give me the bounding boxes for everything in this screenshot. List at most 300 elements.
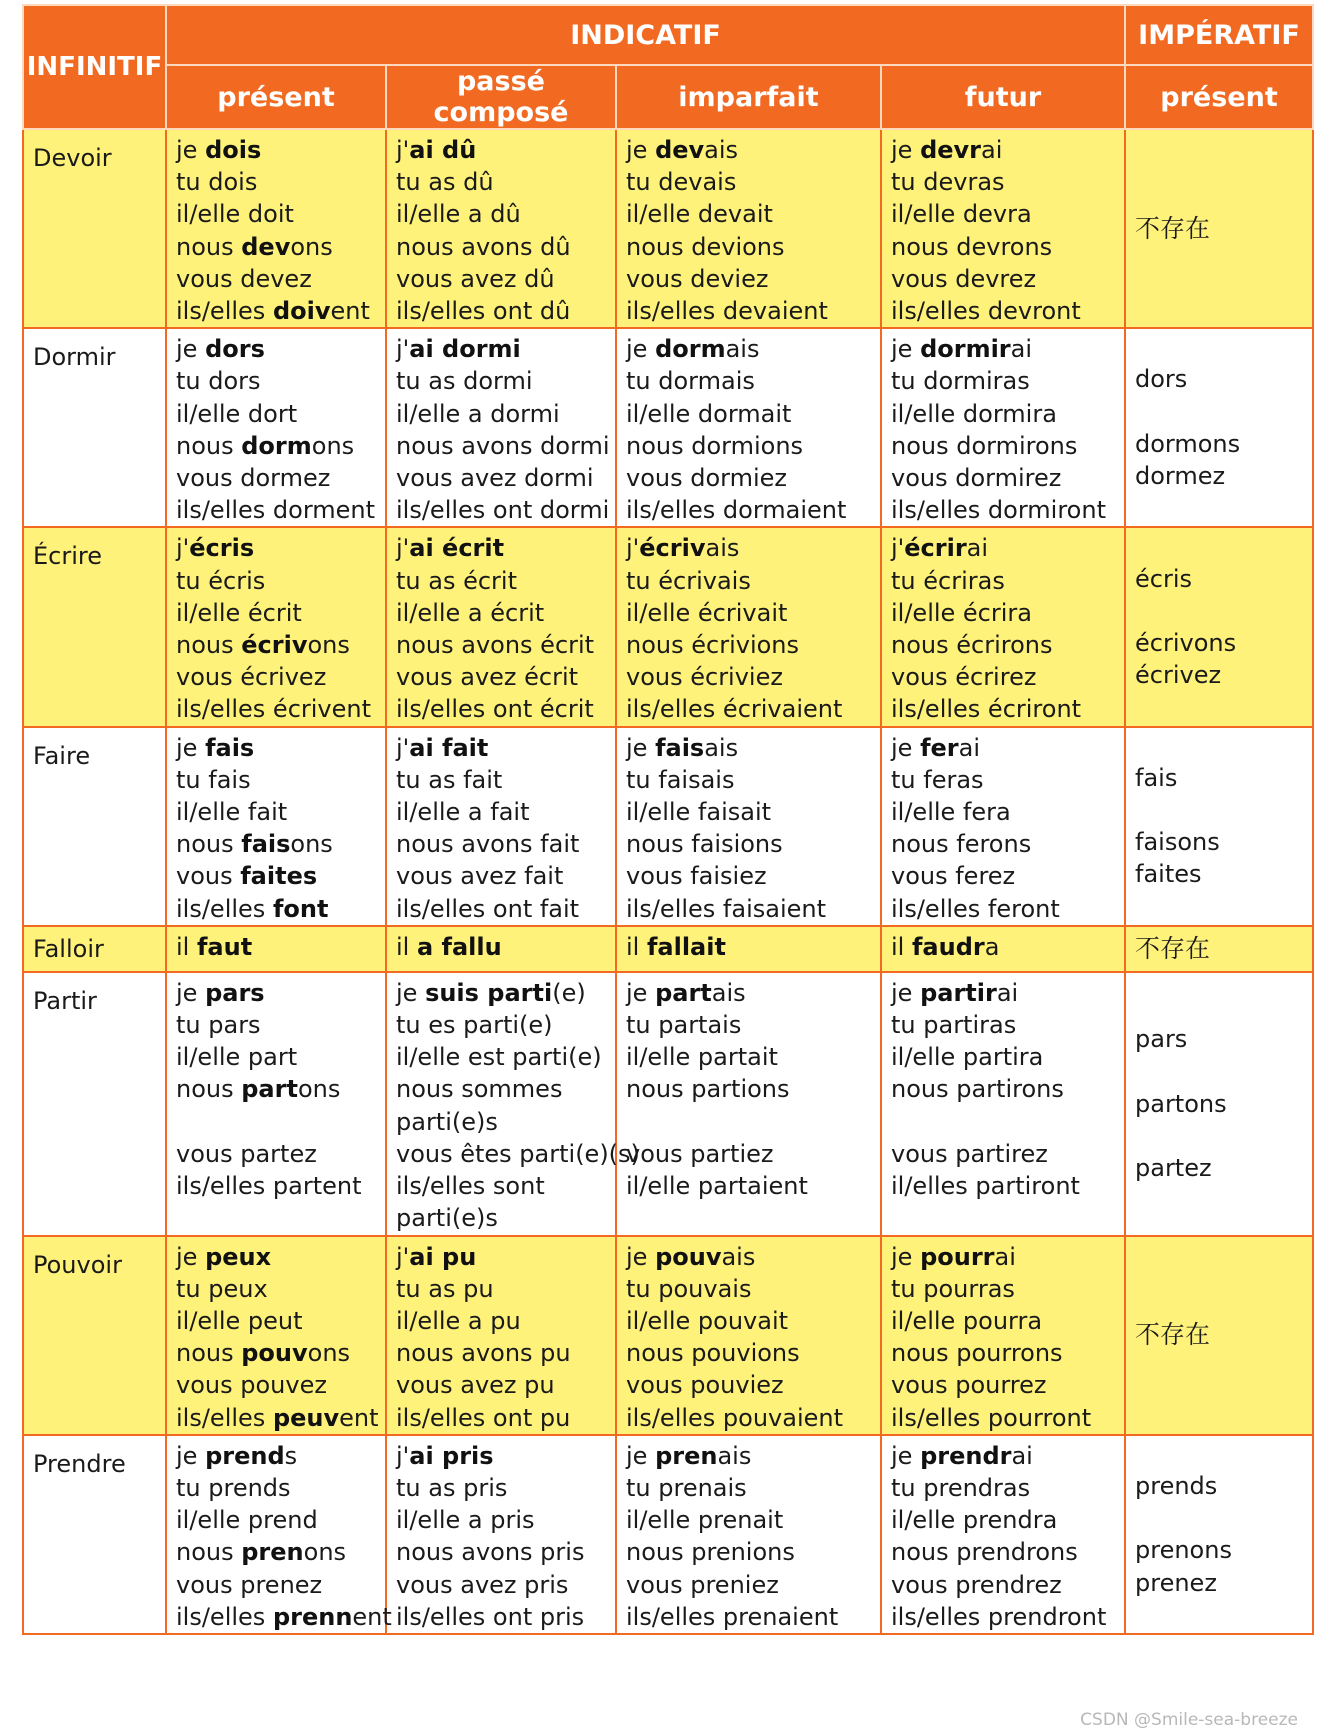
futur-cell xyxy=(881,1435,1125,1634)
form-text: ils/elles écriront xyxy=(891,695,1082,724)
form-text: il xyxy=(176,932,197,961)
conjugation-line xyxy=(176,597,385,629)
form-text: ent xyxy=(352,1602,392,1631)
form-text: vous avez pris xyxy=(396,1570,569,1599)
imperatif-cell xyxy=(1125,1236,1313,1435)
form-text: tu dormiras xyxy=(891,367,1030,396)
header-present: présent xyxy=(166,65,386,129)
form-text: nous avons écrit xyxy=(396,631,595,660)
conjugation-line xyxy=(176,565,385,597)
passe-compose-cell xyxy=(386,972,640,1236)
imperatif-form: faisons xyxy=(1135,828,1220,857)
stem-bold: dev xyxy=(655,136,705,164)
form-text: tu peux xyxy=(176,1274,268,1303)
conjugation-line xyxy=(176,398,385,430)
conjugation-line xyxy=(176,365,385,397)
form-text: ils/elles dormiront xyxy=(891,496,1106,525)
conjugation-line xyxy=(176,231,385,263)
form-text: tu prendras xyxy=(891,1473,1031,1502)
conjugation-line xyxy=(396,764,615,796)
form-text: vous avez dû xyxy=(396,264,555,293)
conjugation-line xyxy=(176,629,385,661)
imperatif-absent: 不存在 xyxy=(1135,213,1211,243)
form-text: vous partez xyxy=(176,1139,317,1168)
conjugation-line xyxy=(626,1472,880,1504)
form-text: il/elle partait xyxy=(626,1043,778,1072)
form-text: il/elle partira xyxy=(891,1043,1044,1072)
form-text: tu partais xyxy=(626,1011,742,1040)
stem-bold: partir xyxy=(920,978,997,1007)
imperatif-form: écrivez xyxy=(1135,661,1222,690)
futur-cell xyxy=(881,926,1125,972)
conjugation-line xyxy=(176,1504,385,1536)
form-text: je xyxy=(176,136,206,164)
conjugation-line xyxy=(396,494,615,526)
form-text: ils/elles sont xyxy=(396,1172,545,1201)
header-indicatif: INDICATIF xyxy=(166,5,1125,65)
form-text: tu faisais xyxy=(626,765,735,794)
conjugation-line xyxy=(176,1241,385,1273)
conjugation-line xyxy=(396,693,615,725)
form-text: vous écriviez xyxy=(626,663,783,692)
stem-bold: fais xyxy=(655,733,705,762)
imperatif-form xyxy=(1135,1055,1312,1087)
form-text: ais xyxy=(704,136,739,164)
conjugation-line xyxy=(626,430,880,462)
imperatif-form: dormez xyxy=(1135,462,1226,491)
form-text: il/elle écrira xyxy=(891,598,1032,627)
conjugation-line xyxy=(891,1337,1124,1369)
conjugation-line xyxy=(396,661,615,693)
form-text: ai xyxy=(996,978,1019,1007)
conjugation-line xyxy=(891,977,1124,1009)
form-text: je xyxy=(891,733,921,762)
form-text: j' xyxy=(396,1441,410,1470)
form-text: ils/elles dormaient xyxy=(626,496,847,525)
conjugation-line xyxy=(891,1440,1124,1472)
form-text: (e) xyxy=(552,978,586,1007)
conjugation-line xyxy=(396,931,615,963)
conjugation-line xyxy=(396,166,615,198)
form-text: ai xyxy=(981,136,1003,164)
form-text: tu dors xyxy=(176,367,261,396)
conjugation-line xyxy=(176,1073,385,1105)
form-text: ils/elles pourront xyxy=(891,1403,1092,1432)
conjugation-line xyxy=(891,198,1124,230)
form-text: j' xyxy=(626,534,640,563)
form-text: ils/elles feront xyxy=(891,894,1060,923)
form-text: ils/elles ont fait xyxy=(396,894,580,923)
infinitive-cell: Dormir xyxy=(23,328,166,527)
form-text: nous pourrons xyxy=(891,1339,1063,1368)
form-text: nous ferons xyxy=(891,830,1032,859)
form-text: je xyxy=(891,136,921,164)
stem-bold: écris xyxy=(189,534,255,563)
infinitive-cell: Prendre xyxy=(23,1435,166,1634)
form-text: s xyxy=(284,1441,298,1470)
form-text: vous partirez xyxy=(891,1139,1048,1168)
conjugation-line xyxy=(396,1273,615,1305)
conjugation-line xyxy=(626,1041,880,1073)
form-text: ils/elles xyxy=(176,894,273,923)
passe-compose-cell xyxy=(386,926,616,972)
conjugation-line xyxy=(891,231,1124,263)
stem-bold: prenn xyxy=(272,1602,353,1631)
imparfait-cell xyxy=(616,328,881,527)
conjugation-line xyxy=(396,295,615,327)
conjugation-line xyxy=(396,1241,615,1273)
form-text: il/elle dormait xyxy=(626,399,792,428)
imperatif-form: pars xyxy=(1135,1025,1188,1054)
conjugation-line xyxy=(891,166,1124,198)
watermark-text: CSDN @Smile-sea-breeze xyxy=(1080,1710,1298,1730)
form-text: vous prenez xyxy=(176,1570,323,1599)
conjugation-line xyxy=(626,764,880,796)
conjugation-line xyxy=(176,1569,385,1601)
form-text: je xyxy=(626,335,656,364)
form-text: ils/elles ont dû xyxy=(396,297,571,326)
conjugation-line xyxy=(396,1601,615,1633)
passe-compose-cell xyxy=(386,328,616,527)
present-cell xyxy=(166,972,386,1236)
form-text: ils/elles devront xyxy=(891,297,1081,326)
form-text: tu prends xyxy=(176,1473,291,1502)
header-imperatif: IMPÉRATIF xyxy=(1125,5,1313,65)
conjugation-line xyxy=(626,732,880,764)
stem-bold: pren xyxy=(655,1441,718,1470)
form-text: il/elle prenait xyxy=(626,1506,784,1535)
form-text: nous écrivions xyxy=(626,631,800,660)
stem-bold: pars xyxy=(205,978,265,1007)
conjugation-line xyxy=(891,263,1124,295)
conjugation-line xyxy=(626,597,880,629)
table-body xyxy=(23,129,1313,1634)
imperatif-form: dors xyxy=(1135,365,1188,394)
imperatif-cell xyxy=(1125,1435,1313,1634)
stem-bold: peux xyxy=(205,1242,272,1271)
futur-cell xyxy=(881,129,1125,328)
stem-bold: a fallu xyxy=(416,932,502,961)
imparfait-cell xyxy=(616,1435,881,1634)
conjugation-line xyxy=(396,732,615,764)
conjugation-line xyxy=(396,398,615,430)
form-text: nous dormions xyxy=(626,431,804,460)
form-text: vous partiez xyxy=(626,1139,774,1168)
conjugation-line xyxy=(176,1041,385,1073)
stem-bold: pouv xyxy=(241,1339,308,1368)
form-text: nous xyxy=(176,232,242,261)
conjugation-line xyxy=(626,365,880,397)
stem-bold: ai dormi xyxy=(409,335,521,364)
conjugation-line xyxy=(891,931,1124,963)
conjugation-line xyxy=(176,1273,385,1305)
conjugation-line xyxy=(626,931,880,963)
form-text: il/elle a fait xyxy=(396,798,530,827)
conjugation-line xyxy=(626,629,880,661)
form-text: ons xyxy=(297,1075,341,1104)
form-text: il/elle a dû xyxy=(396,200,521,229)
conjugation-line xyxy=(626,532,880,564)
form-text: j' xyxy=(396,335,410,364)
stem-bold: ai pris xyxy=(409,1441,494,1470)
form-text: tu devras xyxy=(891,168,1005,197)
form-text: nous xyxy=(176,830,242,859)
form-text: nous partions xyxy=(626,1075,790,1104)
form-text: ons xyxy=(290,232,333,261)
form-text: il/elle pouvait xyxy=(626,1306,789,1335)
conjugation-line xyxy=(396,231,615,263)
conjugation-line xyxy=(891,1273,1124,1305)
stem-bold: dorm xyxy=(655,335,726,364)
form-text: vous xyxy=(176,862,241,891)
conjugation-line xyxy=(626,693,880,725)
conjugation-line xyxy=(396,1337,615,1369)
conjugation-line xyxy=(626,1369,880,1401)
form-text: il/elle devra xyxy=(891,200,1032,229)
form-text: je xyxy=(176,1242,206,1271)
form-text: ais xyxy=(704,733,739,762)
stem-bold: devr xyxy=(920,136,981,164)
form-text: je xyxy=(176,978,206,1007)
form-text: ils/elles écrivaient xyxy=(626,695,843,724)
conjugation-line xyxy=(626,1504,880,1536)
imperatif-cell xyxy=(1125,926,1313,972)
form-text: nous avons pris xyxy=(396,1538,585,1567)
form-text: ai xyxy=(1010,335,1033,364)
stem-bold: faites xyxy=(240,862,318,891)
form-text: vous avez pu xyxy=(396,1371,555,1400)
conjugation-line xyxy=(626,166,880,198)
conjugation-line xyxy=(891,893,1124,925)
form-text: tu as dormi xyxy=(396,367,533,396)
form-text: vous ferez xyxy=(891,862,1016,891)
conjugation-line xyxy=(396,198,615,230)
conjugation-line xyxy=(626,1569,880,1601)
form-text: vous devez xyxy=(176,264,312,293)
conjugation-line xyxy=(891,1369,1124,1401)
conjugation-line xyxy=(176,263,385,295)
conjugation-line xyxy=(626,796,880,828)
conjugation-line xyxy=(396,629,615,661)
form-text: tu as fait xyxy=(396,765,503,794)
stem-bold: suis parti xyxy=(425,978,553,1007)
header-passe-compose: passé composé xyxy=(386,65,616,129)
imparfait-cell xyxy=(616,972,881,1236)
conjugation-line xyxy=(176,1536,385,1568)
form-text: ais xyxy=(725,335,760,364)
present-cell xyxy=(166,926,386,972)
conjugation-line xyxy=(626,1273,880,1305)
conjugation-line xyxy=(891,1569,1124,1601)
futur-cell xyxy=(881,727,1125,926)
form-text: il/elle a dormi xyxy=(396,399,560,428)
form-text: tu es parti(e) xyxy=(396,1011,553,1040)
imperatif-form: faites xyxy=(1135,860,1202,889)
conjugation-line xyxy=(396,1504,615,1536)
infinitive-cell: Devoir xyxy=(23,129,166,328)
stem-bold: fallait xyxy=(646,932,726,961)
form-text: nous xyxy=(176,1538,242,1567)
form-text: il/elle prend xyxy=(176,1506,318,1535)
form-text: ils/elles écrivent xyxy=(176,695,372,724)
conjugation-line xyxy=(396,1472,615,1504)
form-text: il/elle doit xyxy=(176,200,294,229)
stem-bold: prendr xyxy=(920,1441,1012,1470)
infinitive-cell: Falloir xyxy=(23,926,166,972)
conjugation-line xyxy=(396,1138,640,1170)
form-text: vous prendrez xyxy=(891,1570,1062,1599)
stem-bold: pren xyxy=(241,1538,304,1567)
conjugation-line xyxy=(176,931,385,963)
form-text: il/elle fera xyxy=(891,798,1011,827)
conjugation-line xyxy=(176,828,385,860)
passe-compose-cell xyxy=(386,129,616,328)
conjugation-line xyxy=(891,629,1124,661)
form-text: ils/elles ont pu xyxy=(396,1403,571,1432)
form-text: il xyxy=(626,932,647,961)
form-text: je xyxy=(891,335,921,364)
form-text: il/elle a écrit xyxy=(396,598,545,627)
conjugation-line xyxy=(176,732,385,764)
conjugation-line xyxy=(396,977,615,1009)
imperatif-form xyxy=(1135,595,1312,627)
imperatif-form: écris xyxy=(1135,564,1192,593)
conjugation-line xyxy=(176,494,385,526)
conjugation-line xyxy=(891,430,1124,462)
conjugation-table xyxy=(22,4,1314,1635)
conjugation-line xyxy=(891,1504,1124,1536)
conjugation-line xyxy=(626,1138,880,1170)
form-text: ils/elles xyxy=(176,1602,273,1631)
form-text: nous dormirons xyxy=(891,431,1078,460)
stem-bold: part xyxy=(655,978,712,1007)
form-text: j' xyxy=(176,534,190,563)
verb-row xyxy=(23,328,1313,527)
form-text: ils/elles xyxy=(176,297,273,326)
conjugation-line xyxy=(396,462,615,494)
conjugation-line xyxy=(626,1305,880,1337)
conjugation-line xyxy=(626,565,880,597)
conjugation-line xyxy=(626,1241,880,1273)
conjugation-line xyxy=(626,398,880,430)
form-text: a xyxy=(984,932,1000,961)
conjugation-line xyxy=(891,1536,1124,1568)
passe-compose-cell xyxy=(386,727,616,926)
conjugation-line xyxy=(891,1241,1124,1273)
conjugation-line xyxy=(176,1170,385,1202)
conjugation-line xyxy=(176,532,385,564)
form-text: ils/elles prenaient xyxy=(626,1602,839,1631)
form-text: il xyxy=(891,932,912,961)
infinitive-cell: Pouvoir xyxy=(23,1236,166,1435)
conjugation-line xyxy=(396,365,615,397)
form-text: je xyxy=(626,1242,656,1271)
stem-bold: ai fait xyxy=(409,733,489,762)
form-text: vous avez fait xyxy=(396,862,564,891)
form-text: tu as écrit xyxy=(396,566,517,595)
conjugation-line xyxy=(626,462,880,494)
form-text: tu partiras xyxy=(891,1011,1017,1040)
form-text: vous pourrez xyxy=(891,1371,1047,1400)
conjugation-line xyxy=(891,532,1124,564)
conjugation-line xyxy=(176,661,385,693)
imperatif-form xyxy=(1135,1502,1312,1534)
present-cell xyxy=(166,1435,392,1634)
form-text: ais xyxy=(717,1441,752,1470)
form-text: il xyxy=(396,932,417,961)
form-text: je xyxy=(626,1441,656,1470)
imperatif-form: fais xyxy=(1135,763,1178,792)
form-text: nous partirons xyxy=(891,1075,1064,1104)
form-text: nous avons dû xyxy=(396,232,571,261)
conjugation-line xyxy=(891,764,1124,796)
imparfait-cell xyxy=(616,926,881,972)
form-text: je xyxy=(176,1441,206,1470)
conjugation-line xyxy=(396,1569,615,1601)
header-imparfait: imparfait xyxy=(616,65,881,129)
form-text: je xyxy=(176,733,206,762)
futur-cell xyxy=(881,527,1125,726)
form-text: ils/elles partent xyxy=(176,1172,362,1201)
conjugation-line xyxy=(626,1440,880,1472)
conjugation-line xyxy=(396,1369,615,1401)
form-text: ils/elles ont écrit xyxy=(396,695,594,724)
form-text: vous preniez xyxy=(626,1570,779,1599)
conjugation-line xyxy=(626,1106,880,1138)
header-futur: futur xyxy=(881,65,1125,129)
conjugation-line xyxy=(626,494,880,526)
conjugation-line xyxy=(396,893,615,925)
header-row-moods xyxy=(23,5,1313,65)
conjugation-line xyxy=(396,1009,615,1041)
form-text: je xyxy=(176,335,206,364)
form-text: vous faisiez xyxy=(626,862,767,891)
form-text: ai xyxy=(994,1242,1016,1271)
conjugation-line xyxy=(176,1337,385,1369)
stem-bold: ai écrit xyxy=(409,534,505,563)
form-text: nous devions xyxy=(626,232,785,261)
stem-bold: dev xyxy=(241,232,291,261)
form-text: il/elle a pu xyxy=(396,1306,521,1335)
conjugation-line xyxy=(176,1106,385,1138)
stem-bold: dormir xyxy=(920,335,1011,364)
form-text: tu prenais xyxy=(626,1473,747,1502)
infinitive-cell: Faire xyxy=(23,727,166,926)
conjugation-line xyxy=(176,430,385,462)
conjugation-line xyxy=(891,1472,1124,1504)
header-row-tenses xyxy=(23,65,1313,129)
stem-bold: dors xyxy=(205,335,265,364)
infinitive-cell: Partir xyxy=(23,972,166,1236)
imparfait-cell xyxy=(616,1236,881,1435)
conjugation-line xyxy=(396,1170,615,1202)
infinitive-cell: Écrire xyxy=(23,527,166,726)
conjugation-line xyxy=(626,134,880,166)
imperatif-form: partez xyxy=(1135,1153,1212,1182)
form-text: j' xyxy=(891,534,905,563)
conjugation-line xyxy=(626,860,880,892)
verb-row xyxy=(23,129,1313,328)
form-text: ent xyxy=(330,297,370,326)
imperatif-form xyxy=(1135,794,1312,826)
form-text: il/elle dormira xyxy=(891,399,1057,428)
stem-bold: écriv xyxy=(241,631,308,660)
conjugation-line xyxy=(176,1138,385,1170)
stem-bold: faut xyxy=(196,932,253,961)
form-text: j' xyxy=(396,1242,410,1271)
conjugation-line xyxy=(891,462,1124,494)
form-text: je xyxy=(891,1441,921,1470)
